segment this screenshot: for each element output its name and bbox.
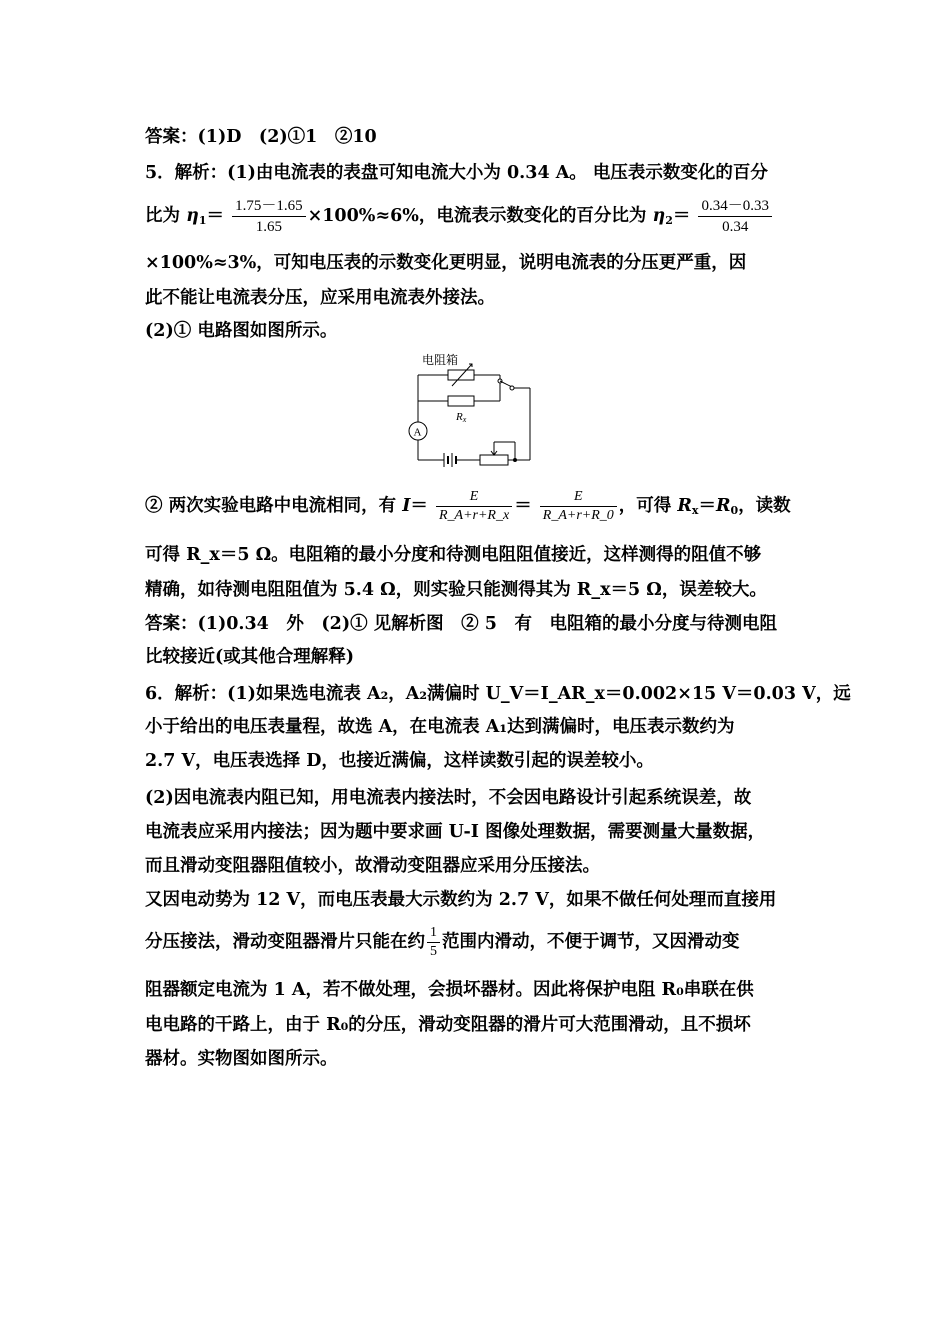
fraction-eta1: $\frac{1.75-1.65}{1.65}$ <box>232 196 306 237</box>
rx-label: Rx <box>456 411 467 424</box>
q5-analysis-line-5: (2)① 电路图如图所示。 <box>145 321 338 341</box>
q6-analysis-line-7: 又因电动势为 12 V，而电压表最大示数约为 2.7 V，如果不做任何处理而直接用 <box>145 890 777 910</box>
resistance-box-label: 电阻箱 <box>422 353 459 367</box>
ammeter-label: A <box>413 426 422 439</box>
q5-analysis-line-1: 5．解析：(1)由电流表的表盘可知电流大小为 0.34 A。 电压表示数变化的百分 <box>145 163 768 183</box>
q6-analysis-line-4: (2)因电流表内阻已知，用电流表内接法时，不会因电路设计引起系统误差，故 <box>145 788 752 808</box>
q5-analysis-line-2: 比为 $\eta_1=$ $\frac{1.75-1.65}{1.65}$ ×100%≈6%，电流表示数变化的百分比为 $\eta_2=$ $\frac{0.34-0.33}{0.34}$ <box>145 188 810 249</box>
rheostat-icon <box>480 455 508 465</box>
q5-analysis-line-4: 此不能让电流表分压，应采用电流表外接法。 <box>145 288 495 308</box>
fraction-r0: $\frac{E}{R\_A+r+R\_0}$ <box>540 488 617 525</box>
fraction-rx: $\frac{E}{R\_A+r+R\_x}$ <box>436 488 512 525</box>
fraction-eta2: $\frac{0.34-0.33}{0.34}$ <box>698 196 772 237</box>
q6-analysis-line-6: 而且滑动变阻器阻值较小，故滑动变阻器应采用分压接法。 <box>145 856 600 876</box>
fraction-one-fifth: $\frac{1}{5}$ <box>427 924 440 961</box>
q6-analysis-line-11: 器材。实物图如图所示。 <box>145 1049 338 1069</box>
answer-line-5a: 答案：(1)0.34 外 (2)① 见解析图 ② 5 有 电阻箱的最小分度与待测电阻 <box>145 614 777 634</box>
q6-analysis-line-5: 电流表应采用内接法；因为题中要求画 U-I 图像处理数据，需要测量大量数据， <box>145 822 766 842</box>
q6-analysis-line-9: 阻器额定电流为 1 A，若不做处理，会损坏器材。因此将保护电阻 R₀串联在供 <box>145 980 754 1000</box>
q5-analysis-line-6: ② 两次实验电路中电流相同，有 I＝ $\frac{E}{R\_A+r+R\_x}$ ＝ $\frac{E}{R\_A+r+R\_0}$ ，可得 $R_x=R_0$，读数 <box>145 489 791 523</box>
q6-analysis-line-1: 6．解析：(1)如果选电流表 A₂，A₂满偏时 U_V＝I_AR_x＝0.002×15 V＝0.03 V，远 <box>145 684 851 704</box>
q6-analysis-line-10: 电电路的干路上，由于 R₀的分压，滑动变阻器的滑片可大范围滑动，且不损坏 <box>145 1015 751 1035</box>
answer-line-5b: 比较接近(或其他合理解释) <box>145 647 355 667</box>
q6-analysis-line-2: 小于给出的电压表量程，故选 A，在电流表 A₁达到满偏时，电压表示数约为 <box>145 717 735 737</box>
q5-analysis-line-3: ×100%≈3%，可知电压表的示数变化更明显，说明电流表的分压更严重，因 <box>145 253 747 273</box>
q5-analysis-line-7: 可得 R_x＝5 Ω。电阻箱的最小分度和待测电阻阻值接近，这样测得的阻值不够 <box>145 545 762 565</box>
q6-analysis-line-8: 分压接法，滑动变阻器滑片只能在约 $\frac{1}{5}$ 范围内滑动，不便于调节，又因滑动变 <box>145 925 740 959</box>
q6-analysis-line-3: 2.7 V，电压表选择 D，也接近满偏，这样读数引起的误差较小。 <box>145 751 654 771</box>
circuit-diagram <box>400 350 545 470</box>
q5-analysis-line-8: 精确，如待测电阻阻值为 5.4 Ω，则实验只能测得其为 R_x＝5 Ω，误差较大。 <box>145 580 767 600</box>
rx-resistor-icon <box>448 396 474 406</box>
resistance-box-icon <box>448 370 474 380</box>
answer-line-4: 答案：(1)D (2)①1 ②10 <box>145 127 377 147</box>
